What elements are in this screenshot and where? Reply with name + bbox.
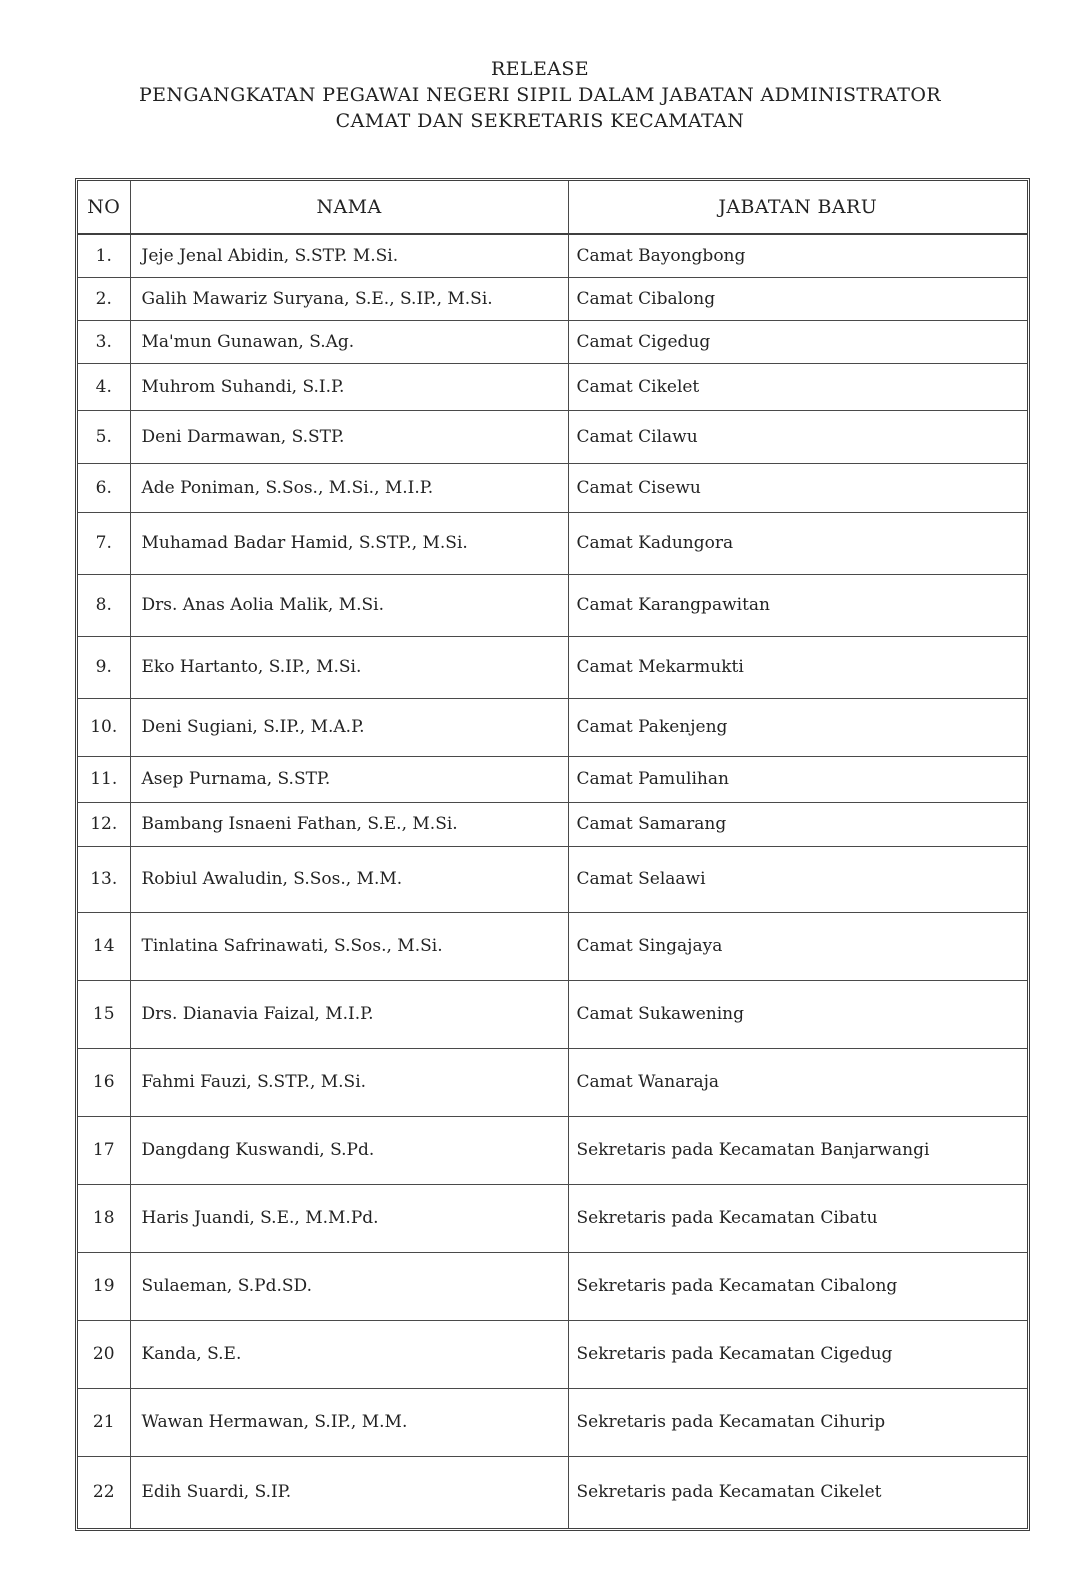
cell-jabatan-baru: Camat Kadungora [568, 512, 1027, 574]
table-header-row [78, 181, 1027, 234]
cell-nama: Muhamad Badar Hamid, S.STP., M.Si. [130, 512, 568, 574]
cell-jabatan-baru: Camat Samarang [568, 802, 1027, 846]
cell-jabatan-baru: Camat Karangpawitan [568, 574, 1027, 636]
cell-nama: Deni Darmawan, S.STP. [130, 410, 568, 463]
cell-no: 8. [78, 574, 130, 636]
cell-nama: Galih Mawariz Suryana, S.E., S.IP., M.Si. [130, 277, 568, 320]
cell-no: 5. [78, 410, 130, 463]
cell-no: 18 [78, 1184, 130, 1252]
cell-nama: Robiul Awaludin, S.Sos., M.M. [130, 846, 568, 912]
cell-jabatan-baru: Camat Selaawi [568, 846, 1027, 912]
table-row [78, 320, 1027, 363]
cell-jabatan-baru: Sekretaris pada Kecamatan Cibatu [568, 1184, 1027, 1252]
cell-nama: Asep Purnama, S.STP. [130, 756, 568, 802]
table-row [78, 463, 1027, 512]
cell-nama: Kanda, S.E. [130, 1320, 568, 1388]
cell-no: 12. [78, 802, 130, 846]
cell-nama: Deni Sugiani, S.IP., M.A.P. [130, 698, 568, 756]
cell-jabatan-baru: Camat Cigedug [568, 320, 1027, 363]
table-row [78, 234, 1027, 277]
table-row [78, 980, 1027, 1048]
table-row [78, 636, 1027, 698]
cell-nama: Bambang Isnaeni Fathan, S.E., M.Si. [130, 802, 568, 846]
cell-jabatan-baru: Camat Bayongbong [568, 234, 1027, 277]
cell-jabatan-baru: Sekretaris pada Kecamatan Cigedug [568, 1320, 1027, 1388]
cell-nama: Ma'mun Gunawan, S.Ag. [130, 320, 568, 363]
cell-jabatan-baru: Camat Pamulihan [568, 756, 1027, 802]
cell-jabatan-baru: Sekretaris pada Kecamatan Cibalong [568, 1252, 1027, 1320]
table-row [78, 802, 1027, 846]
cell-no: 2. [78, 277, 130, 320]
cell-jabatan-baru: Camat Cisewu [568, 463, 1027, 512]
cell-no: 17 [78, 1116, 130, 1184]
cell-jabatan-baru: Camat Pakenjeng [568, 698, 1027, 756]
table-row [78, 512, 1027, 574]
cell-nama: Muhrom Suhandi, S.I.P. [130, 363, 568, 410]
cell-no: 11. [78, 756, 130, 802]
cell-no: 1. [78, 234, 130, 277]
cell-no: 19 [78, 1252, 130, 1320]
column-header-no: NO [78, 181, 130, 234]
table-row [78, 1252, 1027, 1320]
cell-no: 3. [78, 320, 130, 363]
table-row [78, 1048, 1027, 1116]
cell-no: 7. [78, 512, 130, 574]
cell-nama: Drs. Anas Aolia Malik, M.Si. [130, 574, 568, 636]
cell-no: 20 [78, 1320, 130, 1388]
cell-nama: Ade Poniman, S.Sos., M.Si., M.I.P. [130, 463, 568, 512]
cell-nama: Tinlatina Safrinawati, S.Sos., M.Si. [130, 912, 568, 980]
table-row [78, 912, 1027, 980]
table-row [78, 1116, 1027, 1184]
title-line-release: RELEASE [490, 58, 590, 80]
appointments-table-border [75, 178, 1030, 1531]
title-line-subject: PENGANGKATAN PEGAWAI NEGERI SIPIL DALAM JABATAN ADMINISTRATOR [138, 84, 942, 106]
cell-no: 16 [78, 1048, 130, 1116]
table-row [78, 698, 1027, 756]
cell-nama: Drs. Dianavia Faizal, M.I.P. [130, 980, 568, 1048]
cell-no: 21 [78, 1388, 130, 1456]
cell-jabatan-baru: Sekretaris pada Kecamatan Banjarwangi [568, 1116, 1027, 1184]
cell-no: 10. [78, 698, 130, 756]
table-body [78, 234, 1027, 1528]
title-line-scope: CAMAT DAN SEKRETARIS KECAMATAN [335, 110, 745, 132]
table-row [78, 1388, 1027, 1456]
cell-jabatan-baru: Sekretaris pada Kecamatan Cihurip [568, 1388, 1027, 1456]
table-row [78, 846, 1027, 912]
document-title [0, 56, 1080, 134]
cell-no: 15 [78, 980, 130, 1048]
cell-jabatan-baru: Camat Sukawening [568, 980, 1027, 1048]
table-row [78, 1456, 1027, 1528]
cell-nama: Fahmi Fauzi, S.STP., M.Si. [130, 1048, 568, 1116]
table-row [78, 363, 1027, 410]
cell-nama: Dangdang Kuswandi, S.Pd. [130, 1116, 568, 1184]
cell-nama: Eko Hartanto, S.IP., M.Si. [130, 636, 568, 698]
table-row [78, 1184, 1027, 1252]
cell-no: 13. [78, 846, 130, 912]
cell-nama: Edih Suardi, S.IP. [130, 1456, 568, 1528]
cell-no: 9. [78, 636, 130, 698]
column-header-nama: NAMA [130, 181, 568, 234]
cell-nama: Haris Juandi, S.E., M.M.Pd. [130, 1184, 568, 1252]
cell-no: 6. [78, 463, 130, 512]
cell-nama: Wawan Hermawan, S.IP., M.M. [130, 1388, 568, 1456]
cell-jabatan-baru: Camat Wanaraja [568, 1048, 1027, 1116]
cell-jabatan-baru: Camat Mekarmukti [568, 636, 1027, 698]
cell-jabatan-baru: Camat Singajaya [568, 912, 1027, 980]
cell-no: 4. [78, 363, 130, 410]
table-row [78, 1320, 1027, 1388]
table-row [78, 574, 1027, 636]
appointments-table [78, 181, 1027, 1528]
cell-no: 14 [78, 912, 130, 980]
cell-no: 22 [78, 1456, 130, 1528]
cell-nama: Jeje Jenal Abidin, S.STP. M.Si. [130, 234, 568, 277]
cell-jabatan-baru: Camat Cilawu [568, 410, 1027, 463]
cell-jabatan-baru: Sekretaris pada Kecamatan Cikelet [568, 1456, 1027, 1528]
cell-jabatan-baru: Camat Cikelet [568, 363, 1027, 410]
cell-nama: Sulaeman, S.Pd.SD. [130, 1252, 568, 1320]
table-row [78, 277, 1027, 320]
table-row [78, 756, 1027, 802]
table-row [78, 410, 1027, 463]
cell-jabatan-baru: Camat Cibalong [568, 277, 1027, 320]
column-header-jabatan-baru: JABATAN BARU [568, 181, 1027, 234]
